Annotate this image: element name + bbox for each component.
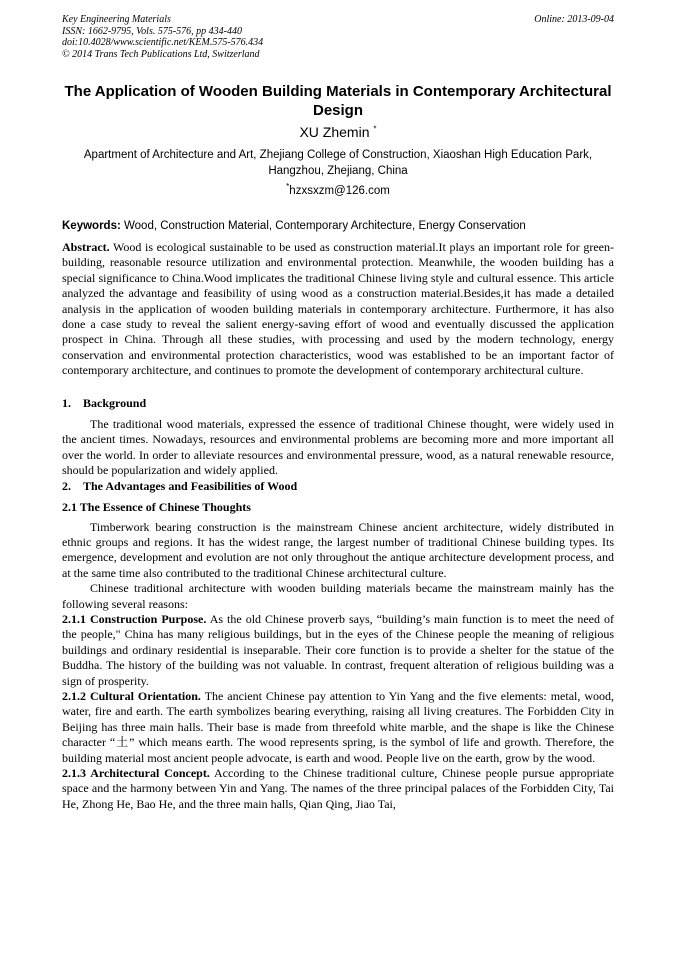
essence-paragraph-1: Timberwork bearing construction is the mainstream Chinese ancient architecture, widely distributed in ethnic groups and regions. It has the widest range, the largest number of traditional Chinese building types. Its emergence, development and evolution are not only throughout the antique architecture development process, and at the same time also contributed to the traditional Chinese architectural culture. <box>62 519 614 580</box>
author-mark: * <box>373 124 377 134</box>
issn-line: ISSN: 1662-9795, Vols. 575-576, pp 434-440 <box>62 25 242 37</box>
email-line <box>62 184 614 199</box>
cultural-orientation-paragraph <box>62 689 614 766</box>
construction-purpose-text: As the old Chinese proverb says, “building’s main function is to meet the need of the people," China has many religious buildings, but in the eyes of the Chinese people the meaning of religious buildings and ordinary residential is inseparable. Their core function is to provide a shelter for the statue of the Buddha. The history of the building was not valuable. In contrast, frequent alteration of religious building was a sign of prosperity. <box>62 611 614 688</box>
construction-purpose-paragraph <box>62 612 614 689</box>
email-mark: * <box>286 182 290 192</box>
essence-paragraph-2: Chinese traditional architecture with wooden building materials became the mainstream mainly has the following several reasons: <box>62 581 614 611</box>
cultural-orientation-text: The ancient Chinese pay attention to Yin Yang and the five elements: metal, wood, water, fire and earth. The earth symbolizes bearing everything, raising all living creatures. The Forbidden City in Beijing has three main halls. Their base is made from threefold white marble, and the shape is like the Chinese character “土” which means earth. The wood represents spring, is the symbol of life and growth. Therefore, the building material most ancient people advocate, is earth and wood. People live on the earth, grow by the wood. <box>62 688 615 765</box>
affiliation: Apartment of Architecture and Art, Zhejiang College of Construction, Xiaoshan High Education Park, Hangzhou, Zhejiang, China <box>83 149 593 177</box>
cultural-orientation-label: 2.1.2 Cultural Orientation. <box>62 688 201 703</box>
doi-line: doi:10.4028/www.scientific.net/KEM.575-576.434 <box>62 37 264 48</box>
architectural-concept-paragraph <box>62 766 614 812</box>
construction-purpose-label: 2.1.1 Construction Purpose. <box>62 611 207 626</box>
keywords-label: Keywords: <box>62 220 121 232</box>
journal-name: Key Engineering Materials <box>62 14 171 25</box>
section-heading-2: 2. The Advantages and Feasibilities of Wood <box>62 478 298 493</box>
abstract-text: Wood is ecological sustainable to be used as construction material.It plays an important role for green-building, reasonable resource utilization and environmental protection. Meanwhile, the wooden building has a special significance to China.Wood implicates the traditional Chinese living style and cultural essence. This article analyzed the advantage and feasibility of using wood as a construction material.Besides,it has made a detailed analysis in the application of wooden building materials in contemporary architecture. Furthermore, it has also done a case study to reveal the salient energy-saving effort of wood and eventually discussed the application prospect in China. Through all these studies, with processing and used by the modern technology, energy conservation and environmental protection characteristics, wood was established to be an important factor of contemporary architecture, and continues to promote the development of contemporary architectural culture. <box>62 240 614 378</box>
author-name: XU Zhemin <box>299 124 370 140</box>
journal-header <box>62 14 614 60</box>
abstract-label: Abstract. <box>62 240 110 254</box>
keywords-text: Wood, Construction Material, Contemporary Architecture, Energy Conservation <box>124 220 526 232</box>
architectural-concept-text: According to the Chinese traditional culture, Chinese people pursue appropriate space and the harmony between Yin and Yang. The names of the three principal palaces of the Forbidden City, Tai He, Zhong He, Bao He, and the three main halls, Qian Qing, Jiao Tai, <box>62 766 614 811</box>
paper-title: The Application of Wooden Building Materials in Contemporary Architectural Design <box>64 83 612 119</box>
section-heading-1: 1. Background <box>62 395 147 410</box>
subsection-heading-2-1: 2.1 The Essence of Chinese Thoughts <box>62 500 251 515</box>
online-date: Online: 2013-09-04 <box>534 14 614 25</box>
background-paragraph: The traditional wood materials, expressed the essence of traditional Chinese thought, were widely used in the ancient times. Nowadays, resources and environmental problems are becoming more and more important all over the world. In order to alleviate resources and environmental pressure, wood, as a natural renewable resource, should be popularization and widely applied. <box>62 417 614 478</box>
abstract <box>62 240 614 379</box>
author-line <box>62 123 614 141</box>
email-address: hzxsxzm@126.com <box>289 185 390 197</box>
copyright-line: © 2014 Trans Tech Publications Ltd, Switzerland <box>62 48 260 60</box>
keywords <box>62 219 614 234</box>
architectural-concept-label: 2.1.3 Architectural Concept. <box>62 766 210 780</box>
paper-body <box>62 240 614 812</box>
